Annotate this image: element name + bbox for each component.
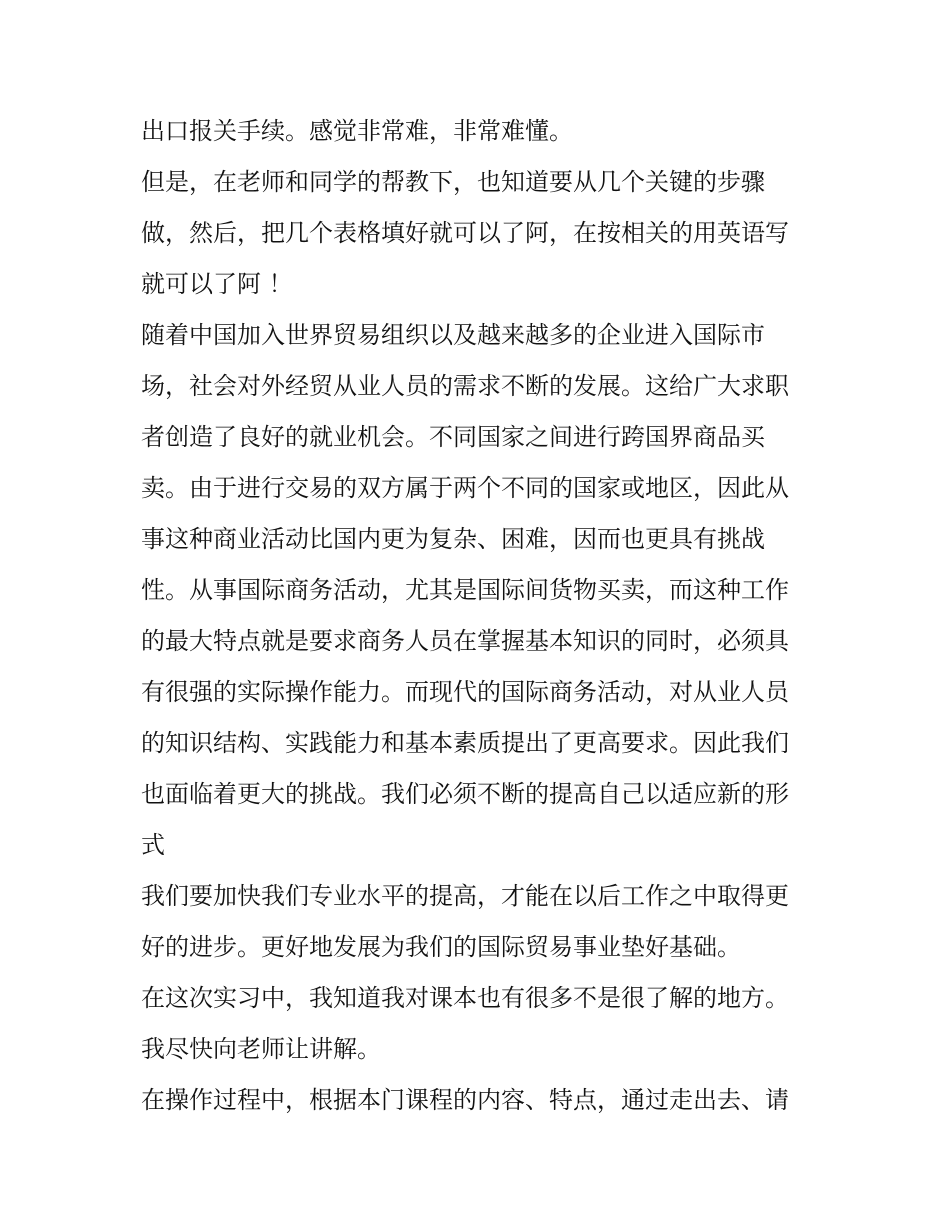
text-line: 也面临着更大的挑战。我们必须不断的提高自己以适应新的形 bbox=[141, 780, 789, 808]
text-line: 但是，在老师和同学的帮教下，也知道要从几个关键的步骤 bbox=[141, 168, 765, 196]
text-line: 事这种商业活动比国内更为复杂、困难，因而也更具有挑战 bbox=[141, 525, 765, 553]
text-line: 我们要加快我们专业水平的提高，才能在以后工作之中取得更 bbox=[141, 882, 789, 910]
text-line: 出口报关手续。感觉非常难，非常难懂。 bbox=[141, 117, 573, 145]
text-line: 就可以了阿 ！ bbox=[141, 270, 293, 298]
text-line: 卖。由于进行交易的双方属于两个不同的国家或地区，因此从 bbox=[141, 474, 789, 502]
body-text bbox=[141, 106, 821, 1126]
text-line: 好的进步。更好地发展为我们的国际贸易事业垫好基础。 bbox=[141, 933, 741, 961]
text-line: 者创造了良好的就业机会。不同国家之间进行跨国界商品买 bbox=[141, 423, 765, 451]
text-line: 的知识结构、实践能力和基本素质提出了更高要求。因此我们 bbox=[141, 729, 789, 757]
text-line: 我尽快向老师让讲解。 bbox=[141, 1035, 381, 1063]
text-line: 随着中国加入世界贸易组织以及越来越多的企业进入国际市 bbox=[141, 321, 765, 349]
text-line: 场，社会对外经贸从业人员的需求不断的发展。这给广大求职 bbox=[141, 372, 789, 400]
text-line: 有很强的实际操作能力。而现代的国际商务活动，对从业人员 bbox=[141, 678, 789, 706]
text-line: 做，然后，把几个表格填好就可以了阿，在按相关的用英语写 bbox=[141, 219, 789, 247]
text-line: 在这次实习中，我知道我对课本也有很多不是很了解的地方。 bbox=[141, 984, 789, 1012]
text-line: 在操作过程中，根据本门课程的内容、特点，通过走出去、请 bbox=[141, 1086, 789, 1114]
text-line: 式 bbox=[141, 831, 165, 859]
text-line: 性。从事国际商务活动，尤其是国际间货物买卖，而这种工作 bbox=[141, 576, 789, 604]
text-line: 的最大特点就是要求商务人员在掌握基本知识的同时，必须具 bbox=[141, 627, 789, 655]
